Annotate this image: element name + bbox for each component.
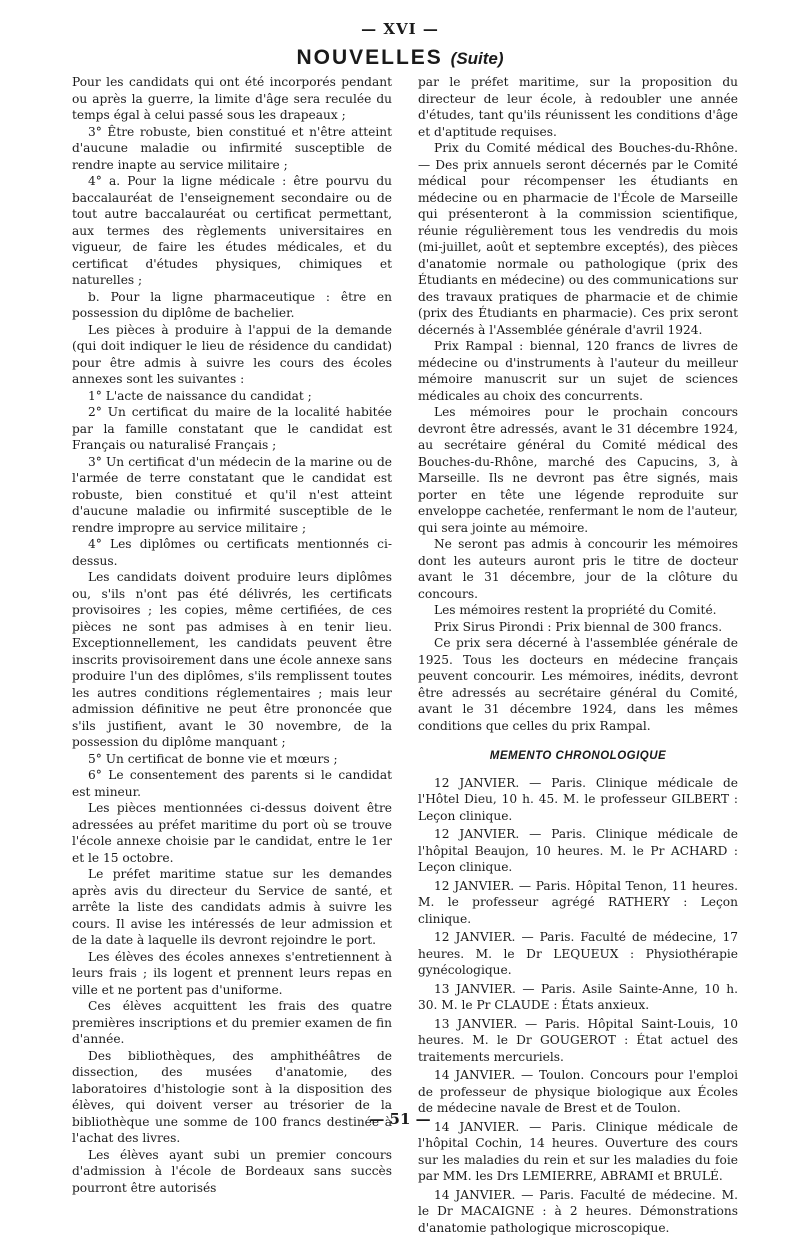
paragraph: 3° Être robuste, bien constitué et n'être atteint d'aucune maladie ou infirmité susceptible de rendre inapte au service militaire ;	[72, 124, 392, 172]
page-number: — 51 —	[369, 1110, 431, 1128]
memento-entry: 12 JANVIER. — Paris. Clinique médicale de l'hôpital Beaujon, 10 heures. M. le Pr ACHARD : Leçon clinique.	[418, 827, 738, 874]
paragraph: Ces élèves acquittent les frais des quatre premières inscriptions et du premier examen de fin d'année.	[72, 999, 392, 1046]
right-column	[418, 74, 738, 1238]
memento-entry: 14 JANVIER. — Paris. Faculté de médecine. M. le Dr MACAIGNE : à 2 heures. Démonstrations d'anatomie pathologique microscopique.	[418, 1187, 738, 1235]
paragraph: Les élèves ayant subi un premier concours d'admission à l'école de Bordeaux sans succès pourront être autorisés	[72, 1147, 392, 1195]
paragraph: 1° L'acte de naissance du candidat ;	[88, 388, 312, 403]
paragraph: par le préfet maritime, sur la proposition du directeur de leur école, à redoubler une année d'études, tant qu'ils réunissent les conditions d'âge et d'aptitude requises.	[418, 75, 738, 139]
paragraph: 2° Un certificat du maire de la localité habitée par la famille constatant que le candidat est Français ou naturalisé Français ;	[72, 405, 392, 452]
paragraph: b. Pour la ligne pharmaceutique : être en possession du diplôme de bachelier.	[72, 289, 392, 320]
paragraph: Les mémoires restent la propriété du Comité.	[434, 603, 717, 617]
paragraph: Les mémoires pour le prochain concours devront être adressés, avant le 31 décembre 1924, au secrétaire général du Comité médical des Bouches-du-Rhône, marché des Capucins, 3, à Marseille. Ils ne devront pas être signés, mais porter en tête une légende reproduite sur enveloppe cachetée, renfermant le nom de l'auteur, qui sera jointe au mémoire.	[418, 405, 738, 535]
memento-entry: 12 JANVIER. — Paris. Clinique médicale de l'Hôtel Dieu, 10 h. 45. M. le professeur GILBERT : Leçon clinique.	[418, 775, 738, 823]
paragraph: Les candidats doivent produire leurs diplômes ou, s'ils n'ont pas été délivrés, les certificats provisoires ; les copies, même certifiées, de ces pièces ne sont pas admises à en tenir lieu. Exceptionnellement, les candidats peuvent être inscrits provisoirement dans une école annexe sans produire l'un des diplômes, s'ils remplissent toutes les autres conditions réglementaires ; mais leur admission définitive ne peut être prononcée que s'ils justifient, avant le 30 novembre, de la possession du diplôme manquant ;	[72, 570, 392, 749]
paragraph: Des bibliothèques, des amphithéâtres de dissection, des musées d'anatomie, des laboratoires d'histologie sont à la disposition des élèves, qui doivent verser au trésorier de la bibliothèque une somme de 100 francs destinée à l'achat des livres.	[72, 1048, 392, 1145]
memento-entry: 12 JANVIER. — Paris. Faculté de médecine, 17 heures. M. le Dr LEQUEUX : Physiothérapie gynécologique.	[418, 930, 738, 977]
left-column	[72, 74, 392, 1196]
paragraph: 4° a. Pour la ligne médicale : être pourvu du baccalauréat de l'enseignement secondaire ou de tout autre baccalauréat ou certificat permettant, aux termes des règlements universitaires en vigueur, de faire les études médicales, et du certificat d'études physiques, chimiques et naturelles ;	[72, 174, 392, 287]
memento-entry: 14 JANVIER. — Paris. Clinique médicale de l'hôpital Cochin, 14 heures. Ouverture des cours sur les maladies du rein et sur les maladies du foie par MM. les Drs LEMIERRE, ABRAMI et BRULÉ.	[418, 1119, 738, 1183]
paragraph: Les pièces à produire à l'appui de la demande (qui doit indiquer le lieu de résidence du candidat) pour être admis à suivre les cours des écoles annexes sont les suivantes :	[72, 322, 392, 386]
paragraph: 4° Les diplômes ou certificats mentionnés ci-dessus.	[72, 537, 392, 568]
paragraph: Les pièces mentionnées ci-dessus doivent être adressées au préfet maritime du port où se trouve l'école annexe choisie par le candidat, entre le 1er et le 15 octobre.	[72, 801, 392, 865]
roman-page-number: — XVI —	[361, 20, 439, 38]
title-suite: (Suite)	[450, 49, 504, 68]
memento-entry: 12 JANVIER. — Paris. Hôpital Tenon, 11 heures. M. le professeur agrégé RATHERY : Leçon clinique.	[418, 878, 738, 926]
paragraph: Prix Sirus Pirondi : Prix biennal de 300 francs.	[434, 619, 723, 634]
paragraph: Pour les candidats qui ont été incorporés pendant ou après la guerre, la limite d'âge sera reculée du temps égal à celui passé sous les drapeaux ;	[72, 75, 392, 122]
title-text: NOUVELLES	[296, 46, 443, 69]
paragraph: Les élèves des écoles annexes s'entretiennent à leurs frais ; ils logent et prennent leurs repas en ville et ne portent pas d'uniforme.	[72, 949, 392, 997]
paragraph: Ne seront pas admis à concourir les mémoires dont les auteurs auront pris le titre de docteur avant le 31 décembre, jour de la clôture du concours.	[418, 537, 738, 601]
memento-heading: MEMENTO CHRONOLOGIQUE	[489, 750, 667, 762]
paragraph: Prix du Comité médical des Bouches-du-Rhône. — Des prix annuels seront décernés par le Comité médical pour récompenser les étudiants en médecine ou en pharmacie de l'École de Marseille qui présenteront à la commission scientifique, réunie régulièrement tous les vendredis du mois (mi-juillet, août et septembre exceptés), des pièces d'anatomie normale ou pathologique (prix des Étudiants en médecine) ou des communications sur des travaux pratiques de pharmacie et de chimie (prix des Étudiants en pharmacie). Ces prix seront décernés à l'Assemblée générale d'avril 1924.	[418, 141, 738, 337]
paragraph: 5° Un certificat de bonne vie et mœurs ;	[88, 751, 338, 766]
paragraph: Prix Rampal : biennal, 120 francs de livres de médecine ou d'instruments à l'auteur du meilleur mémoire manuscrit sur un sujet de sciences médicales au choix des concurrents.	[418, 339, 738, 403]
memento-entry: 14 JANVIER. — Toulon. Concours pour l'emploi de professeur de physique biologique aux Écoles de médecine navale de Brest et de Toulon.	[418, 1068, 738, 1115]
memento-entry: 13 JANVIER. — Paris. Hôpital Saint-Louis, 10 heures. M. le Dr GOUGEROT : État actuel des traitements mercuriels.	[418, 1016, 738, 1064]
paragraph: Ce prix sera décerné à l'assemblée générale de 1925. Tous les docteurs en médecine français peuvent concourir. Les mémoires, inédits, devront être adressés au secrétaire général du Comité, avant le 31 décembre 1924, dans les mêmes conditions que celles du prix Rampal.	[418, 636, 738, 733]
section-title	[0, 46, 800, 70]
paragraph: Le préfet maritime statue sur les demandes après avis du directeur du Service de santé, et arrête la liste des candidats admis à suivre les cours. Il avise les intéressés de leur admission et de la date à laquelle ils devront rejoindre le port.	[72, 867, 392, 947]
paragraph: 6° Le consentement des parents si le candidat est mineur.	[72, 768, 392, 799]
memento-entry: 13 JANVIER. — Paris. Asile Sainte-Anne, 10 h. 30. M. le Pr CLAUDE : États anxieux.	[418, 981, 738, 1012]
paragraph: 3° Un certificat d'un médecin de la marine ou de l'armée de terre constatant que le candidat est robuste, bien constitué et qu'il n'est atteint d'aucune maladie ou infirmité susceptible de le rendre impropre au service militaire ;	[72, 454, 392, 535]
